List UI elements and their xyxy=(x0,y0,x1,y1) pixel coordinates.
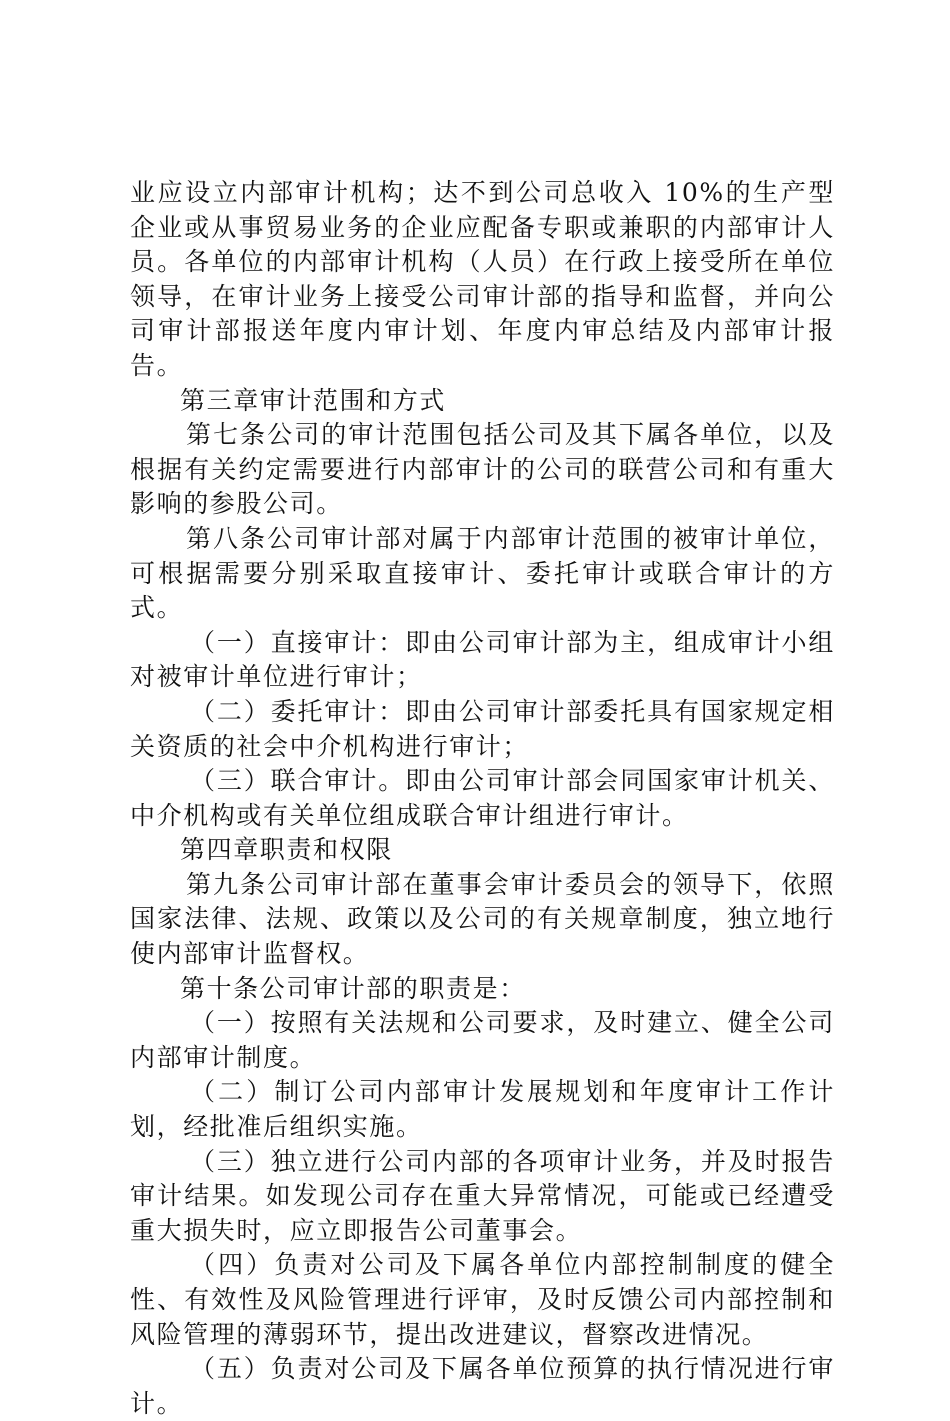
chapter-heading-4: 第四章职责和权限 xyxy=(180,835,393,865)
article-8-item-2: （二）委托审计：即由公司审计部委托具有国家规定相关资质的社会中介机构进行审计； xyxy=(130,696,835,761)
article-10-item-2: （二）制订公司内部审计发展规划和年度审计工作计划，经批准后组织实施。 xyxy=(130,1077,835,1142)
article-8: 第八条公司审计部对属于内部审计范围的被审计单位，可根据需要分别采取直接审计、委托审计或联合审计的方式。 xyxy=(130,523,835,623)
article-8-item-1: （一）直接审计：即由公司审计部为主，组成审计小组对被审计单位进行审计； xyxy=(130,627,835,692)
paragraph-continuation: 业应设立内部审计机构；达不到公司总收入 10%的生产型企业或从事贸易业务的企业应配备专职或兼职的内部审计人员。各单位的内部审计机构（人员）在行政上接受所在单位领导，在审计业务上接受公司审计部的指导和监督，并向公司审计部报送年度内审计划、年度内审总结及内部审计报告。 xyxy=(130,178,835,380)
article-8-item-3: （三）联合审计。即由公司审计部会同国家审计机关、中介机构或有关单位组成联合审计组进行审计。 xyxy=(130,766,835,830)
article-10-item-1: （一）按照有关法规和公司要求，及时建立、健全公司内部审计制度。 xyxy=(130,1008,835,1072)
article-10-item-4: （四）负责对公司及下属各单位内部控制制度的健全性、有效性及风险管理进行评审，及时反馈公司内部控制和风险管理的薄弱环节，提出改进建议，督察改进情况。 xyxy=(130,1250,835,1349)
article-10-item-3: （三）独立进行公司内部的各项审计业务，并及时报告审计结果。如发现公司存在重大异常情况，可能或已经遭受重大损失时，应立即报告公司董事会。 xyxy=(130,1146,835,1245)
document-body xyxy=(130,176,835,1421)
article-9: 第九条公司审计部在董事会审计委员会的领导下，依照国家法律、法规、政策以及公司的有关规章制度，独立地行使内部审计监督权。 xyxy=(130,869,835,969)
article-10: 第十条公司审计部的职责是： xyxy=(180,973,526,1003)
chapter-heading-3: 第三章审计范围和方式 xyxy=(180,385,447,415)
article-10-item-5: （五）负责对公司及下属各单位预算的执行情况进行审计。 xyxy=(130,1354,835,1418)
article-7: 第七条公司的审计范围包括公司及其下属各单位，以及根据有关约定需要进行内部审计的公司的联营公司和有重大影响的参股公司。 xyxy=(130,420,835,519)
